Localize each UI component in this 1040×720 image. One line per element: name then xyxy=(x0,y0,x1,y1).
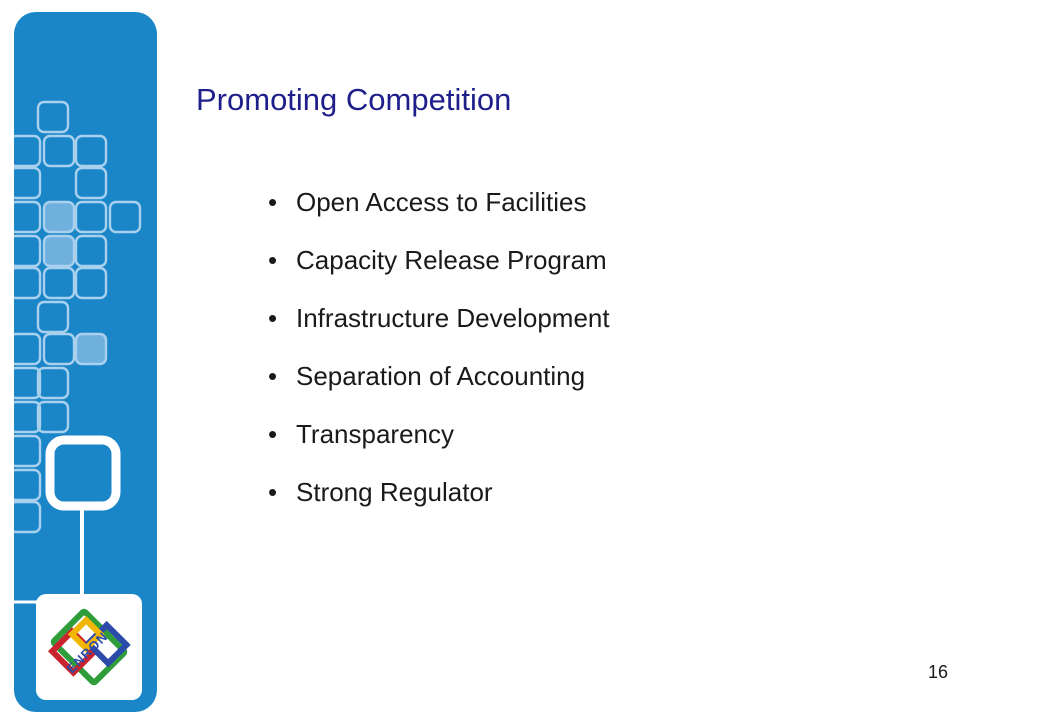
logo-box xyxy=(36,594,142,700)
bullet-text: Separation of Accounting xyxy=(296,361,586,391)
bullet-text: Capacity Release Program xyxy=(296,245,607,275)
list-item xyxy=(268,360,610,418)
bullet-icon: • xyxy=(268,303,278,333)
list-item xyxy=(268,302,610,360)
bullet-icon: • xyxy=(268,245,278,275)
page-number: 16 xyxy=(928,662,949,682)
bullet-text: Strong Regulator xyxy=(296,477,493,507)
list-item xyxy=(268,186,610,244)
list-item xyxy=(268,244,610,302)
bullet-text: Infrastructure Development xyxy=(296,303,610,333)
list-item xyxy=(268,418,610,476)
enron-logo-text: ENRON xyxy=(63,628,111,677)
slide-title: Promoting Competition xyxy=(196,82,512,117)
list-item xyxy=(268,476,610,534)
bullet-icon: • xyxy=(268,361,278,391)
enron-logo-icon xyxy=(36,594,142,700)
bullet-icon: • xyxy=(268,419,278,449)
bullet-text: Transparency xyxy=(296,419,454,449)
decorative-sidebar xyxy=(14,12,157,712)
bullet-text: Open Access to Facilities xyxy=(296,187,587,217)
bullet-list xyxy=(268,186,610,534)
bullet-icon: • xyxy=(268,187,278,217)
bullet-icon: • xyxy=(268,477,278,507)
